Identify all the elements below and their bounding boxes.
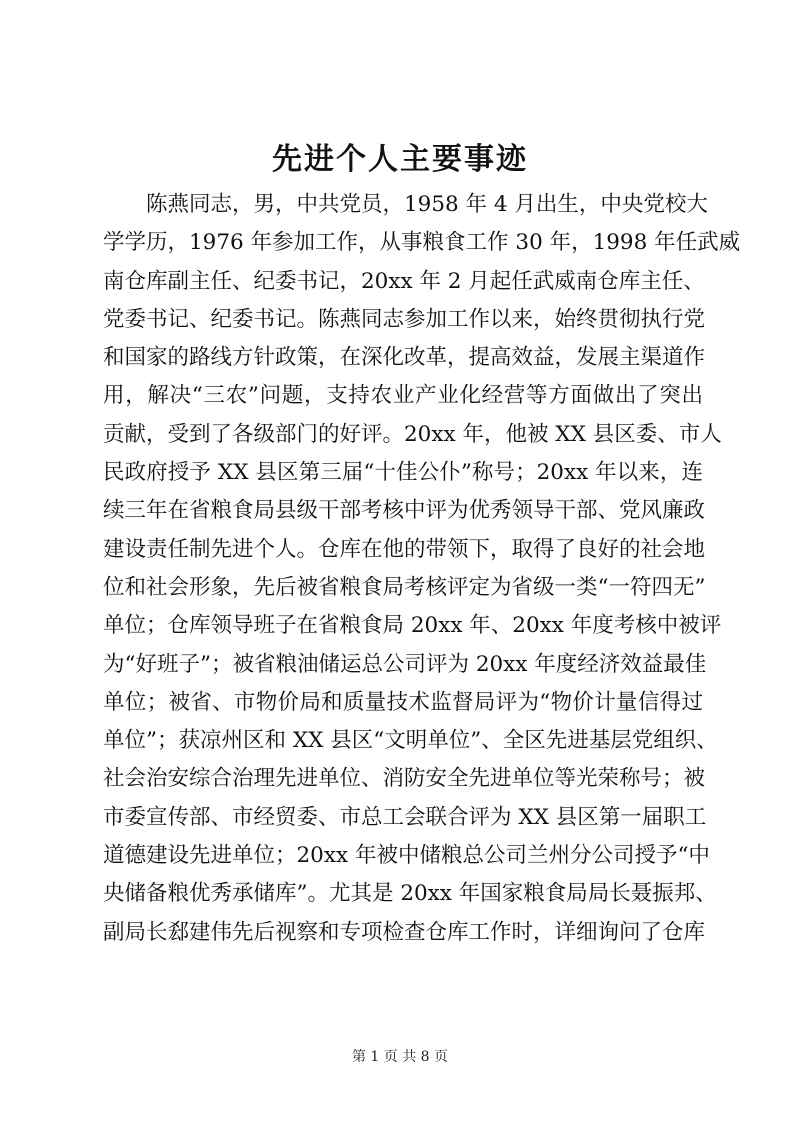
text-line-13: 为“好班子”；被省粮油储运总公司评为 20xx 年度经济效益最佳 xyxy=(103,651,707,677)
text-line-3: 南仓库副主任、纪委书记，20xx 年 2 月起任武威南仓库主任、 xyxy=(103,268,705,294)
text-line-5: 和国家的路线方针政策，在深化改革，提高效益，发展主渠道作 xyxy=(103,345,706,371)
text-line-7: 贡献，受到了各级部门的好评。20xx 年，他被 XX 县区委、市人 xyxy=(103,421,722,447)
page-title: 先进个人主要事迹 xyxy=(272,142,528,177)
text-line-8: 民政府授予 XX 县区第三届“十佳公仆”称号；20xx 年以来，连 xyxy=(103,460,703,486)
text-line-12: 单位；仓库领导班子在省粮食局 20xx 年、20xx 年度考核中被评 xyxy=(103,613,722,639)
text-line-1: 陈燕同志，男，中共党员，1958 年 4 月出生，中央党校大 xyxy=(146,192,708,217)
document-body xyxy=(103,186,741,952)
text-line-10: 建设责任制先进个人。仓库在他的带领下，取得了良好的社会地 xyxy=(103,536,706,562)
text-line-18: 道德建设先进单位；20xx 年被中储粮总公司兰州分公司授予“中 xyxy=(103,843,710,869)
text-line-2: 学学历，1976 年参加工作，从事粮食工作 30 年，1998 年任武威 xyxy=(103,230,741,256)
text-line-6: 用，解决“三农”问题，支持农业产业化经营等方面做出了突出 xyxy=(103,383,703,409)
text-line-9: 续三年在省粮食局县级干部考核中评为优秀领导干部、党风廉政 xyxy=(103,498,706,524)
text-line-11: 位和社会形象，先后被省粮食局考核评定为省级一类“一符四无” xyxy=(103,574,706,600)
text-line-15: 单位”；获凉州区和 XX 县区“文明单位”、全区先进基层党组织、 xyxy=(103,728,718,754)
text-line-14: 单位；被省、市物价局和质量技术监督局评为“物价计量信得过 xyxy=(103,689,703,715)
text-line-20: 副局长郄建伟先后视察和专项检查仓库工作时，详细询问了仓库 xyxy=(103,919,706,945)
text-line-19: 央储备粮优秀承储库”。尤其是 20xx 年国家粮食局局长聂振邦、 xyxy=(103,881,717,907)
text-line-17: 市委宣传部、市经贸委、市总工会联合评为 XX 县区第一届职工 xyxy=(103,804,707,830)
page-number-footer: 第 1 页 共 8 页 xyxy=(351,1049,449,1065)
text-line-16: 社会治安综合治理先进单位、消防安全先进单位等光荣称号；被 xyxy=(103,766,706,792)
text-line-4: 党委书记、纪委书记。陈燕同志参加工作以来，始终贯彻执行党 xyxy=(103,306,706,332)
